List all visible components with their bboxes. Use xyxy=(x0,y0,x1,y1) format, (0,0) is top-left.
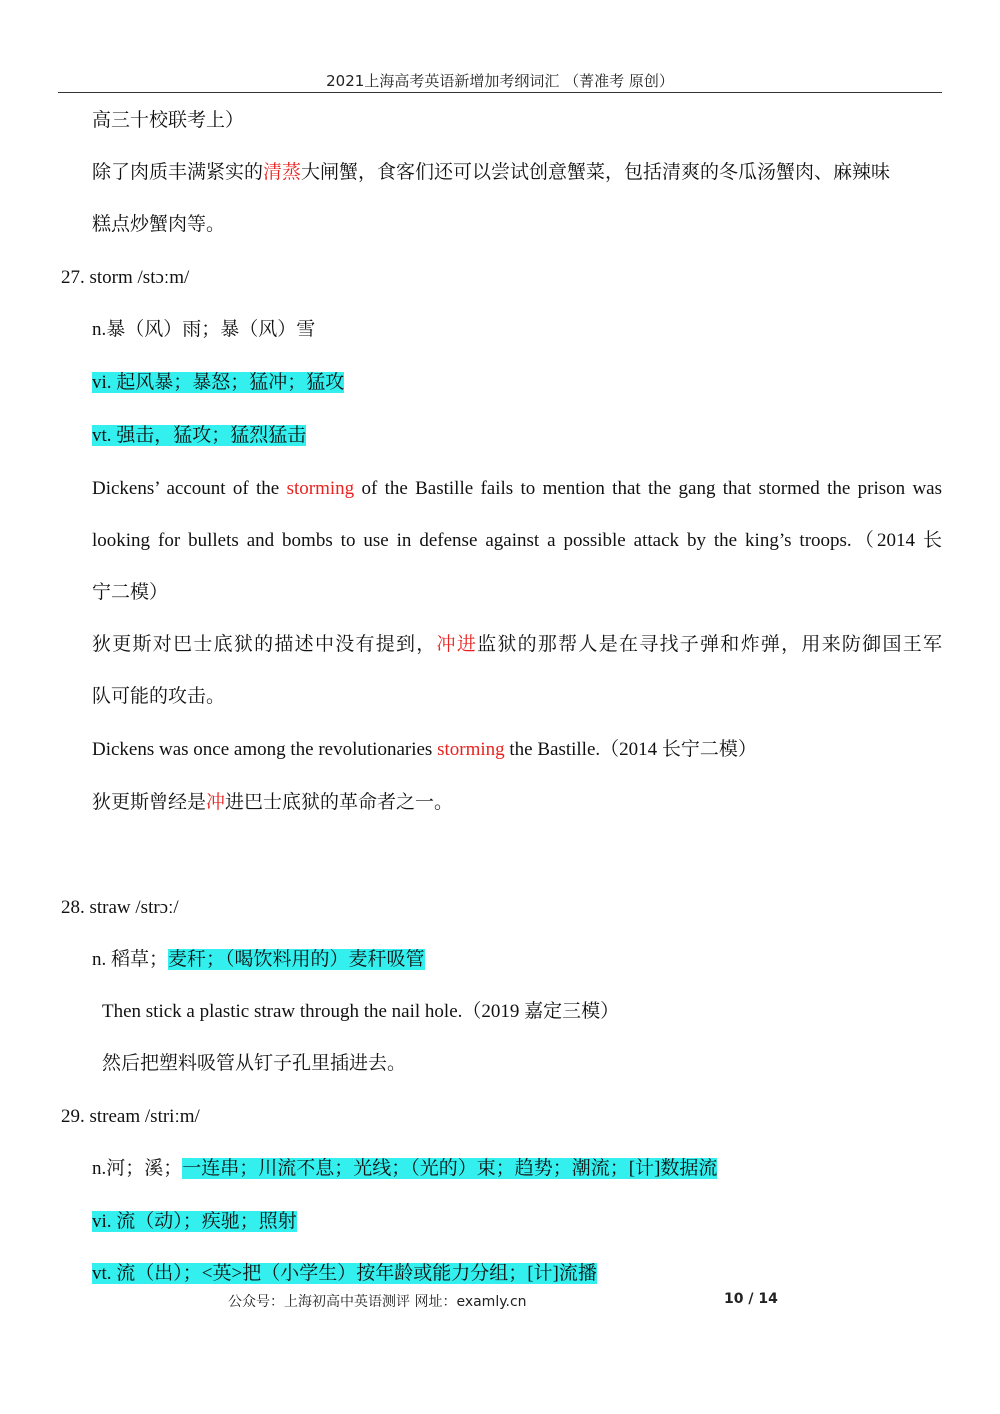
text-line xyxy=(92,160,890,186)
definition-noun xyxy=(92,1156,717,1182)
highlight: vt. 流（出）；<英>把（小学生）按年龄或能力分组；[计]流播 xyxy=(92,1263,597,1284)
highlighted-word: 冲进 xyxy=(436,634,478,655)
definition-vt xyxy=(92,1261,597,1287)
text-segment: Dickens was once among the revolutionaries xyxy=(92,739,438,760)
text-segment: 监狱的那帮人是在寻找子弹和炸弹，用来防御国王军 xyxy=(477,634,942,655)
highlighted-word: storming xyxy=(437,739,505,760)
definition-vt xyxy=(92,423,306,449)
page-header: 2021上海高考英语新增加考纲词汇 （菁准考 原创） xyxy=(326,72,674,90)
text-line: 糕点炒蟹肉等。 xyxy=(92,214,226,235)
text-segment: n.河；溪； xyxy=(92,1158,183,1179)
entry-headword: 28. straw /strɔː/ xyxy=(61,897,179,918)
highlight: vi. 起风暴；暴怒；猛冲；猛攻 xyxy=(92,372,345,393)
page-number: 10 / 14 xyxy=(724,1291,778,1307)
highlighted-word: storming xyxy=(286,478,355,499)
highlight: vt. 强击，猛攻；猛烈猛击 xyxy=(92,425,307,446)
text-segment: n. 稻草； xyxy=(92,949,169,970)
header-divider xyxy=(58,92,942,93)
text-segment: of the Bastille fails to mention that the gang that stormed the prison was xyxy=(354,478,942,499)
example-sentence: looking for bullets and bombs to use in defense against a possible attack by the king’s troops.（2014 长 xyxy=(92,530,942,551)
text-segment: 狄更斯对巴士底狱的描述中没有提到， xyxy=(92,634,437,655)
example-sentence: Then stick a plastic straw through the nail hole.（2019 嘉定三模） xyxy=(102,1001,620,1022)
definition-vi xyxy=(92,370,344,396)
highlight: 麦秆；（喝饮料用的）麦秆吸管 xyxy=(168,949,425,970)
text-segment: 除了肉质丰满紧实的 xyxy=(92,162,264,183)
text-line: 高三十校联考上） xyxy=(92,110,245,131)
text-segment: 狄更斯曾经是 xyxy=(92,792,207,813)
highlighted-word: 冲 xyxy=(206,792,226,813)
definition-vi xyxy=(92,1209,297,1235)
entry-headword: 29. stream /striːm/ xyxy=(61,1106,200,1127)
entry-headword: 27. storm /stɔːm/ xyxy=(61,267,190,288)
translation: 然后把塑料吸管从钉子孔里插进去。 xyxy=(102,1053,407,1074)
highlight: 一连串；川流不息；光线；（光的）束；趋势；潮流；[计]数据流 xyxy=(182,1158,718,1179)
text-segment: 大闸蟹，食客们还可以尝试创意蟹菜，包括清爽的冬瓜汤蟹肉、麻辣味 xyxy=(301,162,891,183)
example-sentence xyxy=(92,476,942,502)
example-sentence: 宁二模） xyxy=(92,582,169,603)
definition-noun: n.暴（风）雨；暴（风）雪 xyxy=(92,319,316,340)
translation xyxy=(92,790,453,816)
highlighted-word: 清蒸 xyxy=(263,162,302,183)
example-sentence xyxy=(92,737,757,763)
footer-source: 公众号：上海初高中英语测评 网址：examly.cn xyxy=(228,1294,527,1310)
translation xyxy=(92,632,942,658)
text-segment: 进巴士底狱的革命者之一。 xyxy=(225,792,454,813)
definition-noun xyxy=(92,947,425,973)
text-segment: the Bastille.（2014 长宁二模） xyxy=(504,739,757,760)
highlight: vi. 流（动）；疾驰；照射 xyxy=(92,1211,297,1232)
translation: 队可能的攻击。 xyxy=(92,686,226,707)
text-segment: Dickens’ account of the xyxy=(92,478,287,499)
